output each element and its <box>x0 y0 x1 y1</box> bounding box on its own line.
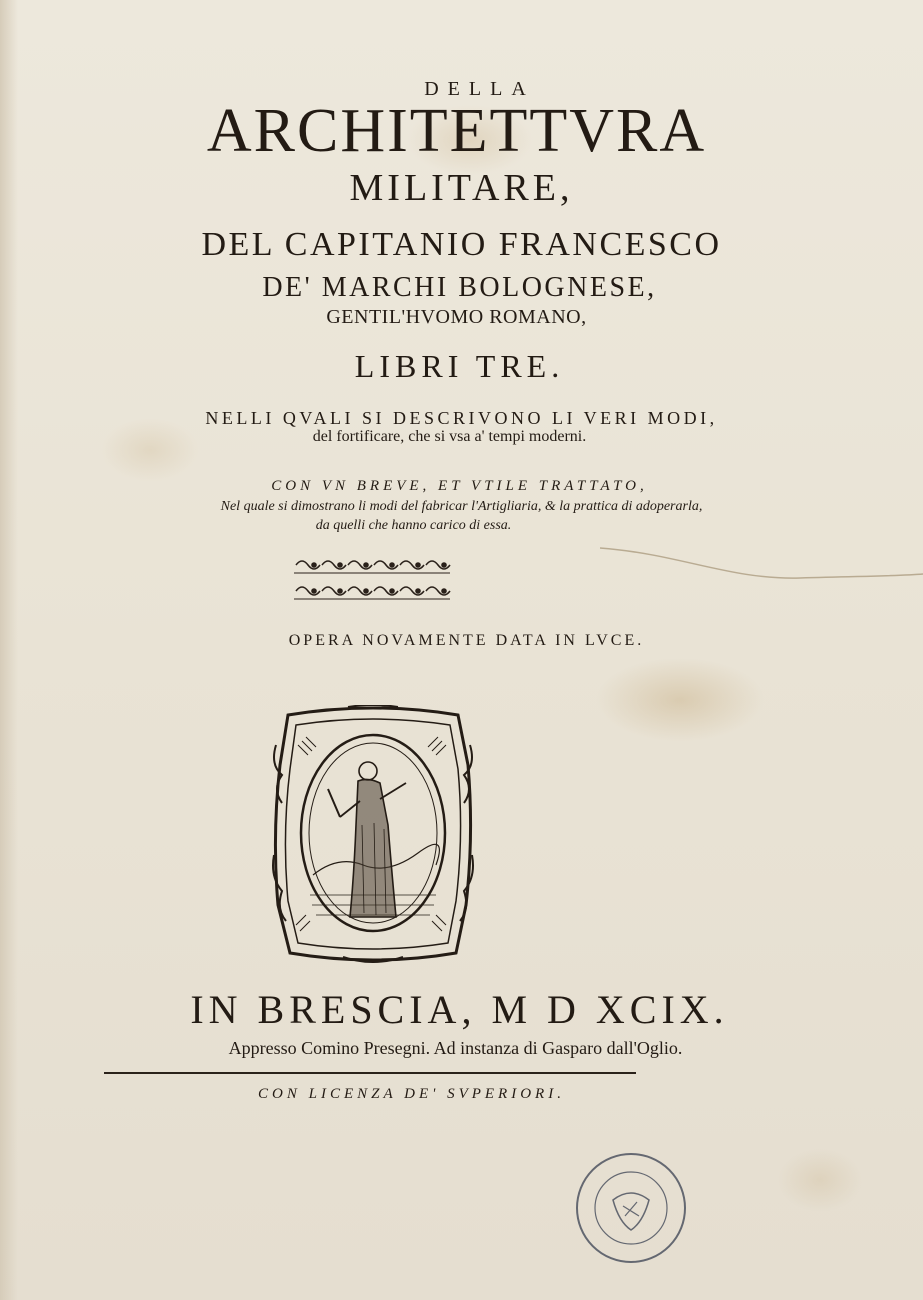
heading-militare: MILITARE, <box>349 167 574 209</box>
author-line-3: GENTIL'HVOMO ROMANO, <box>326 306 587 328</box>
author-line-2: DE' MARCHI BOLOGNESE, <box>262 272 657 303</box>
subtitle-nelli: NELLI QVALI SI DESCRIVONO LI VERI MODI, <box>205 408 718 428</box>
treatise-heading: CON VN BREVE, ET VTILE TRATTATO, <box>271 478 648 494</box>
treatise-line-2: da quelli che hanno carico di essa. <box>315 518 512 533</box>
opera-line: OPERA NOVAMENTE DATA IN LVCE. <box>288 632 645 649</box>
author-line-1: DEL CAPITANIO FRANCESCO <box>201 226 722 263</box>
library-stamp <box>573 1150 689 1266</box>
paper-crease <box>600 540 923 590</box>
printers-device-woodcut <box>268 705 478 963</box>
treatise-line-1: Nel quale si dimostrano li modi del fabricar l'Artigliaria, & la prattica di adoperarla, <box>220 499 703 514</box>
subtitle-fortificare: del fortificare, che si vsa a' tempi moderni. <box>312 428 587 445</box>
imprint-rule <box>104 1072 636 1074</box>
imprint-printer: Appresso Comino Presegni. Ad instanza di Gasparo dall'Oglio. <box>228 1038 683 1058</box>
heading-architettura: ARCHITETTVRA <box>206 97 707 165</box>
libri-tre: LIBRI TRE. <box>354 348 565 384</box>
heading-della: DELLA <box>424 78 535 100</box>
license-line: CON LICENZA DE' SVPERIORI. <box>258 1086 565 1102</box>
imprint-place-date: IN BRESCIA, M D XCIX. <box>190 987 729 1032</box>
typographic-ornament <box>292 553 452 605</box>
